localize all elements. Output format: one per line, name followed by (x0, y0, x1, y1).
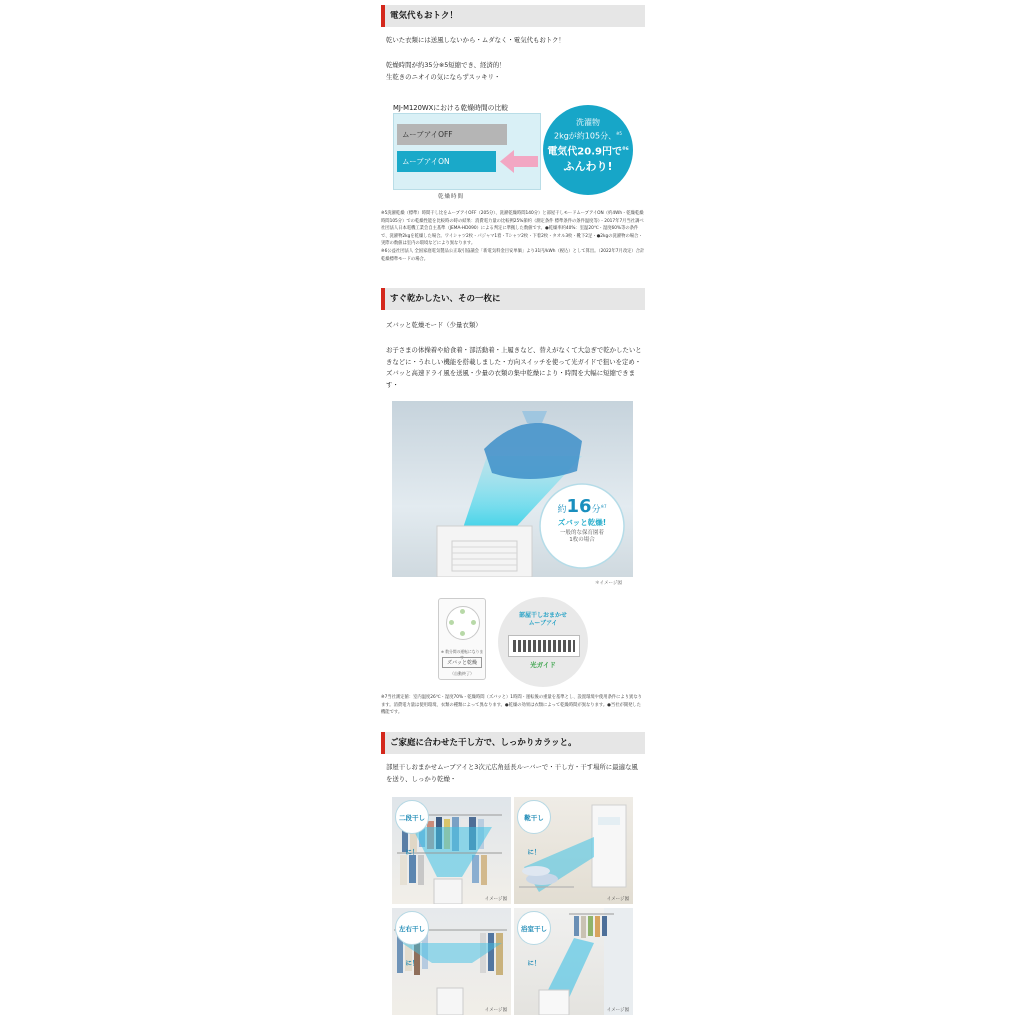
comparison-chart-title: MJ-M120WXにおける乾燥時間の比較 (393, 104, 509, 112)
caption-two-tier: イメージ図 (484, 897, 507, 902)
section3-text: 部屋干しおまかせムーブアイと3次元広角延長ルーバーで・干し方・干す場所に最適な風を送り、しっかり乾燥・ (386, 763, 638, 783)
content-column (381, 0, 645, 1024)
zubatto-label: ズバッと乾燥! (557, 518, 607, 527)
photo-caption: ＊イメージ図 (595, 581, 622, 586)
quick-dry-photo (392, 401, 633, 577)
badge-bathroom: 浴室干しに！ (517, 911, 551, 945)
section1-footnotes: ※5洗濯乾燥（標準）時間干し比をムーブアイOFF（205分）、洗濯乾燥時間140分）と部屋干しモードムーブアイON（約4Wh・乾燥乾燥時間105分）での乾燥性能を比較時の時の結果：消費電力量の比較例25%節約（測定条件 標準条件の条件温度等）・2017年7月当社調べ 社団法人日本電機工業会自主基準（JEMA-HD090）による判定に準拠した数値です。●乾燥率約40%：室温20℃・湿度60%等の条件で、洗濯物2kgを乾燥した場合。ワイシャツ2枚・パジャマ1着・Tシャツ2枚・下着2枚・タオル3枚・靴下2足・●2kgの洗濯物の場合・実際の数値は室内の環境などにより異なります。 ※6公益社団法人 全国家庭電気製品公正取引協議会「新電気料金目安単価」より31円/kWh（税込）として算出。（2022年7月改定）合計乾燥標準モードの場合。 (381, 211, 645, 262)
photo-side-drying (392, 908, 511, 1015)
section1-text-2: 乾燥時間が約35分※5短縮でき、経済的！ 生乾きのニオイの気にならずスッキリ・ (386, 61, 506, 81)
zubatto-time: 約16分$^{※7}$ (557, 496, 607, 517)
quick-dry-mode-title: ズバッと乾燥モード（少量衣類） (386, 321, 482, 329)
left-arrow-icon (500, 150, 538, 173)
comparison-axis-label: 乾燥時間 (437, 194, 464, 200)
zubatto-note1: 一般的な保育園着 (559, 530, 604, 536)
comparison-chart (393, 113, 541, 190)
circle-line4: ふんわり! (563, 159, 613, 173)
section2-footnotes: ※7当社測定値：室内温度26℃・湿度70%・乾燥時間（ズバッと）1時間・運転後の重量を基準とし、設置環境や使用条件により異なります。消費電力量は使用環境、衣類の種類によって異なります。●乾燥の効果は衣類によって乾燥時間が異なります。●当社が開発した機能です。 (381, 695, 642, 716)
dial-down (460, 631, 465, 636)
circle-line2: 2kgが約105分、$^{※5}$ (554, 131, 622, 141)
caption-shoe: イメージ図 (606, 897, 629, 902)
caption-side: イメージ図 (484, 1008, 507, 1013)
sensor-panel (508, 635, 580, 657)
moveeye-diagram (498, 597, 588, 687)
savings-circle-badge (543, 105, 633, 195)
section-heading-electricity: 電気代もおトク！ (381, 5, 645, 27)
zubatto-note2: 1枚の場合 (569, 537, 595, 543)
moveeye-title: 部屋干しおまかせ ムーブアイ (518, 612, 567, 627)
section1-text-1: 乾いた衣類には送風しないから・ムダなく・電気代もおトク！ (386, 36, 565, 44)
caption-bathroom: イメージ図 (606, 1008, 629, 1013)
photo-two-tier-drying (392, 797, 511, 904)
section-heading-quick-dry: すぐ乾かしたい、その一枚に (381, 288, 645, 310)
circle-line1: 洗濯物 (576, 118, 600, 127)
circle-line3: 電気代20.9円で$^{※6}$ (547, 145, 629, 157)
badge-shoe: 靴干しに！ (517, 800, 551, 834)
remote-zubatto-button: ズバッと乾燥 (442, 657, 482, 668)
badge-side: 左右干しに！ (395, 911, 429, 945)
direction-dial-icon (446, 606, 480, 640)
remote-control (438, 598, 486, 680)
dial-up (460, 609, 465, 614)
section-heading-drying-styles: ご家庭に合わせた干し方で、しっかりカラッと。 (381, 732, 645, 754)
photo-bathroom-drying (514, 908, 633, 1015)
bar-moveeye-off: ムーブアイOFF (397, 124, 507, 145)
zubatto-badge (540, 496, 624, 544)
dial-right (471, 620, 476, 625)
badge-two-tier: 二段干しに！ (395, 800, 429, 834)
remote-note: ※ 数分間の運転になります (440, 649, 484, 660)
photo-shoe-drying (514, 797, 633, 904)
dehumidifier-illustration (392, 401, 633, 577)
bar-moveeye-on: ムーブアイON (397, 151, 496, 172)
remote-auto-end: （自動終了） (450, 671, 474, 676)
light-guide-label: 光ガイド (530, 661, 556, 669)
dial-left (449, 620, 454, 625)
section2-text: お子さまの体操着や給食着・部活動着・上履きなど、替えがなくて大急ぎで乾かしたいときなどに・うれしい機能を搭載しました・方向スイッチを使って光ガイドで狙いを定め・ズバッと高速ドライ風を送風・少量の衣類の集中乾燥により・時間を大幅に短縮できます・ (386, 346, 642, 389)
